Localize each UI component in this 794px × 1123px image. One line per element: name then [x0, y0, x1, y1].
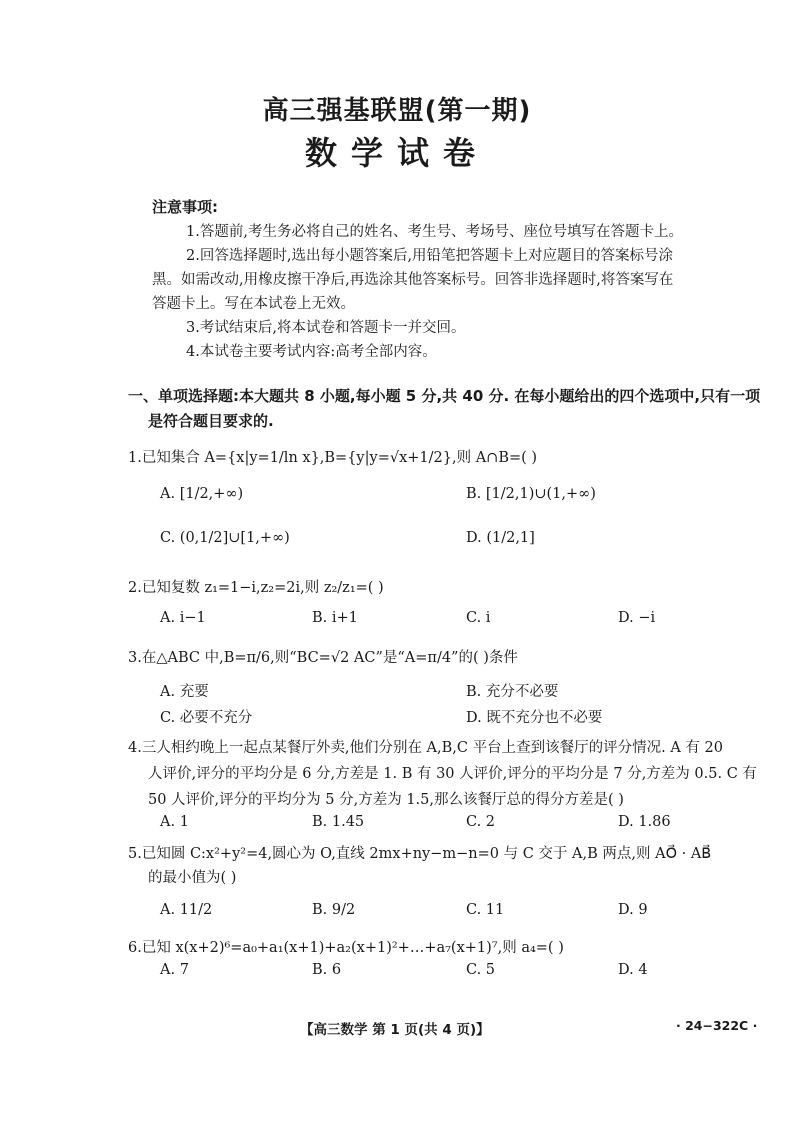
question-4-stem: 人评价,评分的平均分是 6 分,方差是 1. B 有 30 人评价,评分的平均分是 7 分,方差为 0.5. C 有: [148, 766, 757, 782]
question-3-option-b: B. 充分不必要: [466, 684, 559, 700]
question-4-option-b: B. 1.45: [312, 814, 365, 830]
notice-line: 2.回答选择题时,选出每小题答案后,用铅笔把答题卡上对应题目的答案标号涂: [186, 248, 674, 264]
question-6-option-d: D. 4: [618, 962, 648, 978]
question-5-stem: 的最小值为( ): [148, 870, 237, 886]
question-4-option-c: C. 2: [466, 814, 496, 830]
question-5-option-d: D. 9: [618, 902, 648, 918]
question-2-option-a: A. i−1: [160, 610, 206, 626]
notice-line: 3.考试结束后,将本试卷和答题卡一并交回。: [186, 320, 466, 336]
section-heading: 一、单项选择题:本大题共 8 小题,每小题 5 分,共 40 分. 在每小题给出的四个选项中,只有一项: [128, 387, 761, 405]
question-3-stem: 3.在△ABC 中,B=π/6,则“BC=√2 AC”是“A=π/4”的( )条件: [128, 650, 518, 666]
question-1-option-b: B. [1/2,1)∪(1,+∞): [466, 486, 596, 502]
notice-line: 4.本试卷主要考试内容:高考全部内容。: [186, 344, 437, 360]
question-1-stem: 1.已知集合 A={x|y=1/ln x},B={y|y=√x+1/2},则 A∩B=( ): [128, 450, 538, 466]
question-5-option-a: A. 11/2: [160, 902, 213, 918]
question-2-option-b: B. i+1: [312, 610, 358, 626]
exam-title-line2: 数学试卷: [304, 134, 489, 172]
page-footer: 【高三数学 第 1 页(共 4 页)】: [300, 1022, 490, 1038]
notice-line: 黑。如需改动,用橡皮擦干净后,再选涂其他答案标号。回答非选择题时,将答案写在: [152, 272, 674, 288]
question-3-option-c: C. 必要不充分: [160, 710, 253, 726]
notice-title: 注意事项:: [152, 198, 218, 216]
question-3-option-d: D. 既不充分也不必要: [466, 710, 603, 726]
question-6-option-a: A. 7: [160, 962, 189, 978]
question-5-stem: 5.已知圆 C:x²+y²=4,圆心为 O,直线 2mx+ny−m−n=0 与 C 交于 A,B 两点,则 AO⃗ · AB⃗: [128, 846, 712, 862]
question-4-option-d: D. 1.86: [618, 814, 671, 830]
question-4-stem: 50 人评价,评分的平均分为 5 分,方差为 1.5,那么该餐厅总的得分方差是( ): [148, 792, 624, 808]
question-2-option-d: D. −i: [618, 610, 656, 626]
question-1-option-a: A. [1/2,+∞): [160, 486, 244, 502]
question-2-stem: 2.已知复数 z₁=1−i,z₂=2i,则 z₂/z₁=( ): [128, 580, 384, 596]
question-4-stem: 4.三人相约晚上一起点某餐厅外卖,他们分别在 A,B,C 平台上查到该餐厅的评分情况. A 有 20: [128, 740, 723, 756]
question-5-option-c: C. 11: [466, 902, 505, 918]
notice-line: 答题卡上。写在本试卷上无效。: [152, 296, 355, 312]
question-4-option-a: A. 1: [160, 814, 189, 830]
question-6-option-c: C. 5: [466, 962, 496, 978]
question-1-option-c: C. (0,1/2]∪[1,+∞): [160, 530, 290, 546]
question-3-option-a: A. 充要: [160, 684, 209, 700]
question-2-option-c: C. i: [466, 610, 491, 626]
question-6-stem: 6.已知 x(x+2)⁶=a₀+a₁(x+1)+a₂(x+1)²+…+a₇(x+1)⁷,则 a₄=( ): [128, 940, 564, 956]
question-5-option-b: B. 9/2: [312, 902, 356, 918]
notice-line: 1.答题前,考生务必将自己的姓名、考生号、考场号、座位号填写在答题卡上。: [186, 224, 683, 240]
exam-code: · 24−322C ·: [676, 1018, 758, 1033]
question-1-option-d: D. (1/2,1]: [466, 530, 535, 546]
question-6-option-b: B. 6: [312, 962, 342, 978]
section-heading-cont: 是符合题目要求的.: [148, 412, 274, 430]
exam-title-line1: 高三强基联盟(第一期): [262, 96, 532, 126]
